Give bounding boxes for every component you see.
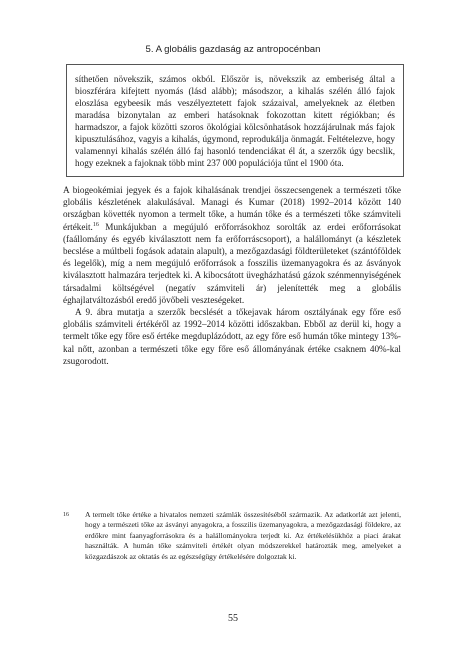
box-paragraph: síthetően növekszik, számos okból. Először is, növekszik az emberiség által a bioszférára kifejtett nyomás (lásd alább); másodszor, a kihalás szélén álló fajok eloszlása egybeesik más veszélyeztetett fajok százaival, amelyeknek az életben maradása bizonytalan az emberi hatásoknak fokozottan kitett régiókban; és harmadszor, a fajok közötti szoros ökológiai kölcsönhatások hozzájárulnak más fajok kipusztulásához, vagyis a kihalás, úgymond, reprodukálja önmagát. Feltételezve, hogy valamennyi kihalás szélén álló faj hasonló tendenciákat él át, a szerzők úgy becslik, hogy ezeknek a fajoknak több mint 237 000 populációja tűnt el 1900 óta. (75, 74, 395, 168)
footnote-number: 16 (63, 512, 69, 518)
body-paragraph-1 (63, 184, 401, 306)
paragraph-1-start: A biogeokémiai jegyek és a fajok kihalásának trendjei összecsengenek a természeti tőke globális készletének alakulásával. Managi és Kumar (2018) 1992–2014 között 140 országban követték nyomon a termelt tőke, a humán tőke és a természeti tőke számviteli értékeit. (63, 185, 401, 232)
boxed-text (66, 64, 404, 177)
footnote (63, 510, 401, 562)
main-text (63, 184, 401, 367)
footnote-text: A termelt tőke értéke a hivatalos nemzeti számlák összesítéséből származik. Az adatkorlát azt jelenti, hogy a természeti tőke az ásványi anyagokra, a fosszilis üzemanyagokra, a mezőgazdasági földekre, az erdőkre mint faanyagforrásokra és a halállományokra terjedt ki. Az értékelésükhöz a piaci árakat használták. A humán tőke számviteli értékét olyan módszerekkel határozták meg, amelyeket a közgazdászok az oktatás és az egészségügy értékelésére dolgoztak ki. (85, 510, 401, 561)
footnote-reference[interactable]: 16 (92, 221, 99, 228)
paragraph-1-rest: Munkájukban a megújuló erőforrásokhoz sorolták az erdei erőforrásokat (faállomány és egyéb kiválasztott nem fa erőforráscsoport), a halállományt (a készletek becslése a múltbeli fogások adatain alapult), a mezőgazdasági földterületeket (szántóföldek és legelők), míg a nem megújuló erőforrások a fosszilis üzemanyagokra és az ásványok kiválasztott halmazára terjedtek ki. A kibocsátott üvegházhatású gázok szénmennyiségének társadalmi költségével (negatív számviteli ár) jelenítették meg a globális éghajlatváltozásból eredő jövőbeli veszteségeket. (63, 221, 401, 305)
page-number: 55 (228, 613, 238, 624)
running-header: 5. A globális gazdaság az antropocénban (145, 44, 321, 55)
body-paragraph-2: A 9. ábra mutatja a szerzők becslését a tőkejavak három osztályának egy főre eső globális számviteli értékéről az 1992–2014 közötti időszakban. Ebből az derül ki, hogy a termelt tőke egy főre eső értéke megduplázódott, az egy főre eső humán tőke mintegy 13%-kal nőtt, azonban a természeti tőke egy főre eső állományának értéke csaknem 40%-kal zsugorodott. (63, 307, 401, 366)
